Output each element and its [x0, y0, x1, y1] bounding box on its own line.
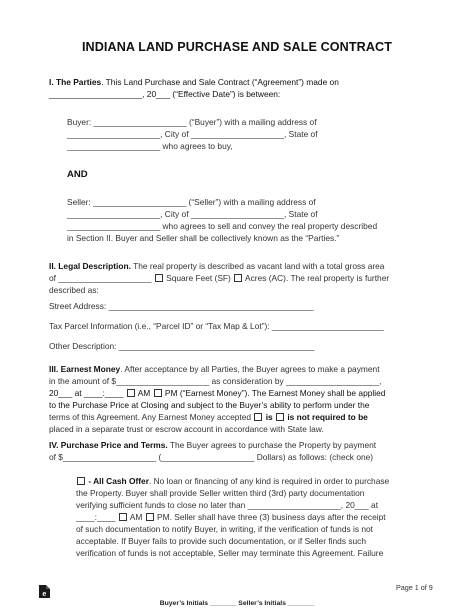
- earnest-text-3c: PM (“Earnest Money”). The Earnest Money shall be applied: [162, 388, 386, 398]
- price-line-2: of $____________________ (____________________ Dollars) as follows: (check one): [49, 452, 374, 462]
- cash-am-checkbox[interactable]: [119, 513, 127, 521]
- legal-line-1: [49, 261, 384, 272]
- legal-heading: II. Legal Description.: [49, 261, 131, 271]
- escrow-is-checkbox[interactable]: [254, 413, 262, 421]
- parties-heading: I. The Parties: [49, 77, 102, 87]
- cash-offer-line-6: acceptable. If Buyer fails to provide such documentation, or if Seller finds such: [76, 536, 367, 546]
- buyer-line-1: Buyer: ____________________ (“Buyer”) with a mailing address of: [67, 117, 317, 127]
- cash-offer-text-1: . No loan or financing of any kind is required in order to purchase: [148, 476, 390, 486]
- eforms-logo-icon: [38, 584, 51, 599]
- earnest-line-2: in the amount of $____________________ as consideration by ____________________,: [49, 376, 382, 386]
- parties-line-1: [49, 77, 339, 88]
- cash-offer-line-3: verifying sufficient funds to close no later than ____________________, 20___ at: [76, 500, 379, 510]
- cash-offer-text-4b: AM: [127, 512, 145, 522]
- svg-text:e: e: [42, 591, 47, 598]
- price-text-1: The Buyer agrees to purchase the Property by payment: [167, 440, 377, 450]
- parties-text-1: . This Land Purchase and Sale Contract (“Agreement”) made on: [101, 77, 339, 87]
- and-label: AND: [67, 169, 88, 180]
- buyer-line-2: ____________________, City of ____________________, State of: [67, 129, 318, 139]
- cash-offer-text-4c: PM. Seller shall have three (3) business days after the receipt: [154, 512, 386, 522]
- acres-checkbox[interactable]: [234, 274, 242, 282]
- legal-text-2c: Acres (AC). The real property is further: [243, 273, 390, 283]
- cash-pm-checkbox[interactable]: [146, 513, 154, 521]
- street-address-line: Street Address: ____________________________________________: [49, 301, 314, 311]
- legal-text-2a: of ____________________: [49, 273, 154, 283]
- cash-offer-line-7: verification of funds is not acceptable, Seller may terminate this Agreement. Failure: [76, 548, 384, 558]
- seller-line-3: ____________________ who agrees to sell and convey the real property described: [67, 221, 378, 231]
- initials-footer: Buyer’s Initials _______ Seller’s Initials _______: [159, 600, 315, 607]
- other-description-line: Other Description: __________________________________________: [49, 341, 315, 351]
- earnest-line-4: to the Purchase Price at Closing and subject to the Buyer’s ability to perform under the: [49, 400, 370, 410]
- escrow-is-not-checkbox[interactable]: [276, 413, 284, 421]
- earnest-line-1: [49, 364, 380, 375]
- cash-offer-text-4a: ____:____: [76, 512, 118, 522]
- seller-line-1: Seller: ____________________ (“Seller”) with a mailing address of: [67, 197, 316, 207]
- document-title: INDIANA LAND PURCHASE AND SALE CONTRACT: [81, 40, 393, 54]
- earnest-pm-checkbox[interactable]: [154, 389, 162, 397]
- earnest-text-1: . After acceptance by all Parties, the Buyer agrees to make a payment: [120, 364, 380, 374]
- cash-offer-checkbox[interactable]: [77, 477, 85, 485]
- tax-parcel-line: Tax Parcel Information (i.e., “Parcel ID” or “Tax Map & Lot”): ________________________: [49, 321, 384, 331]
- earnest-text-5c: is not required to be: [285, 412, 368, 422]
- cash-offer-line-4: [76, 512, 386, 523]
- page-number: Page 1 of 9: [396, 583, 433, 592]
- square-feet-checkbox[interactable]: [155, 274, 163, 282]
- legal-line-3: described as:: [49, 285, 99, 295]
- seller-line-4: in Section II. Buyer and Seller shall be collectively known as the “Parties.”: [67, 233, 340, 243]
- earnest-text-5a: terms of this Agreement. Any Earnest Money accepted: [49, 412, 254, 422]
- earnest-line-5: [49, 412, 368, 423]
- earnest-text-3a: 20___ at ____:____: [49, 388, 126, 398]
- legal-text-2b: Square Feet (SF): [163, 273, 234, 283]
- earnest-text-3b: AM: [135, 388, 153, 398]
- earnest-line-3: [49, 388, 385, 399]
- price-heading: IV. Purchase Price and Terms.: [49, 440, 168, 450]
- seller-line-2: ____________________, City of ____________________, State of: [67, 209, 318, 219]
- legal-text-1: The real property is described as vacant land with a total gross area: [130, 261, 385, 271]
- price-line-1: [49, 440, 376, 451]
- earnest-line-6: placed in a separate trust or escrow account in accordance with State law.: [49, 424, 324, 434]
- earnest-am-checkbox[interactable]: [127, 389, 135, 397]
- earnest-text-5b: is: [263, 412, 276, 422]
- earnest-heading: III. Earnest Money: [49, 364, 121, 374]
- cash-offer-line-5: of such documentation to notify Buyer, in writing, if the verification of funds is not: [76, 524, 374, 534]
- buyer-line-3: ____________________ who agrees to buy,: [67, 141, 233, 151]
- parties-line-2: ____________________, 20___ (“Effective Date”) is between:: [49, 89, 281, 99]
- legal-line-2: [49, 273, 389, 284]
- cash-offer-line-2: the Property. Buyer shall provide Seller written third (3rd) party documentation: [76, 488, 365, 498]
- cash-offer-line-1: [76, 476, 389, 487]
- cash-offer-label: - All Cash Offer: [86, 476, 149, 486]
